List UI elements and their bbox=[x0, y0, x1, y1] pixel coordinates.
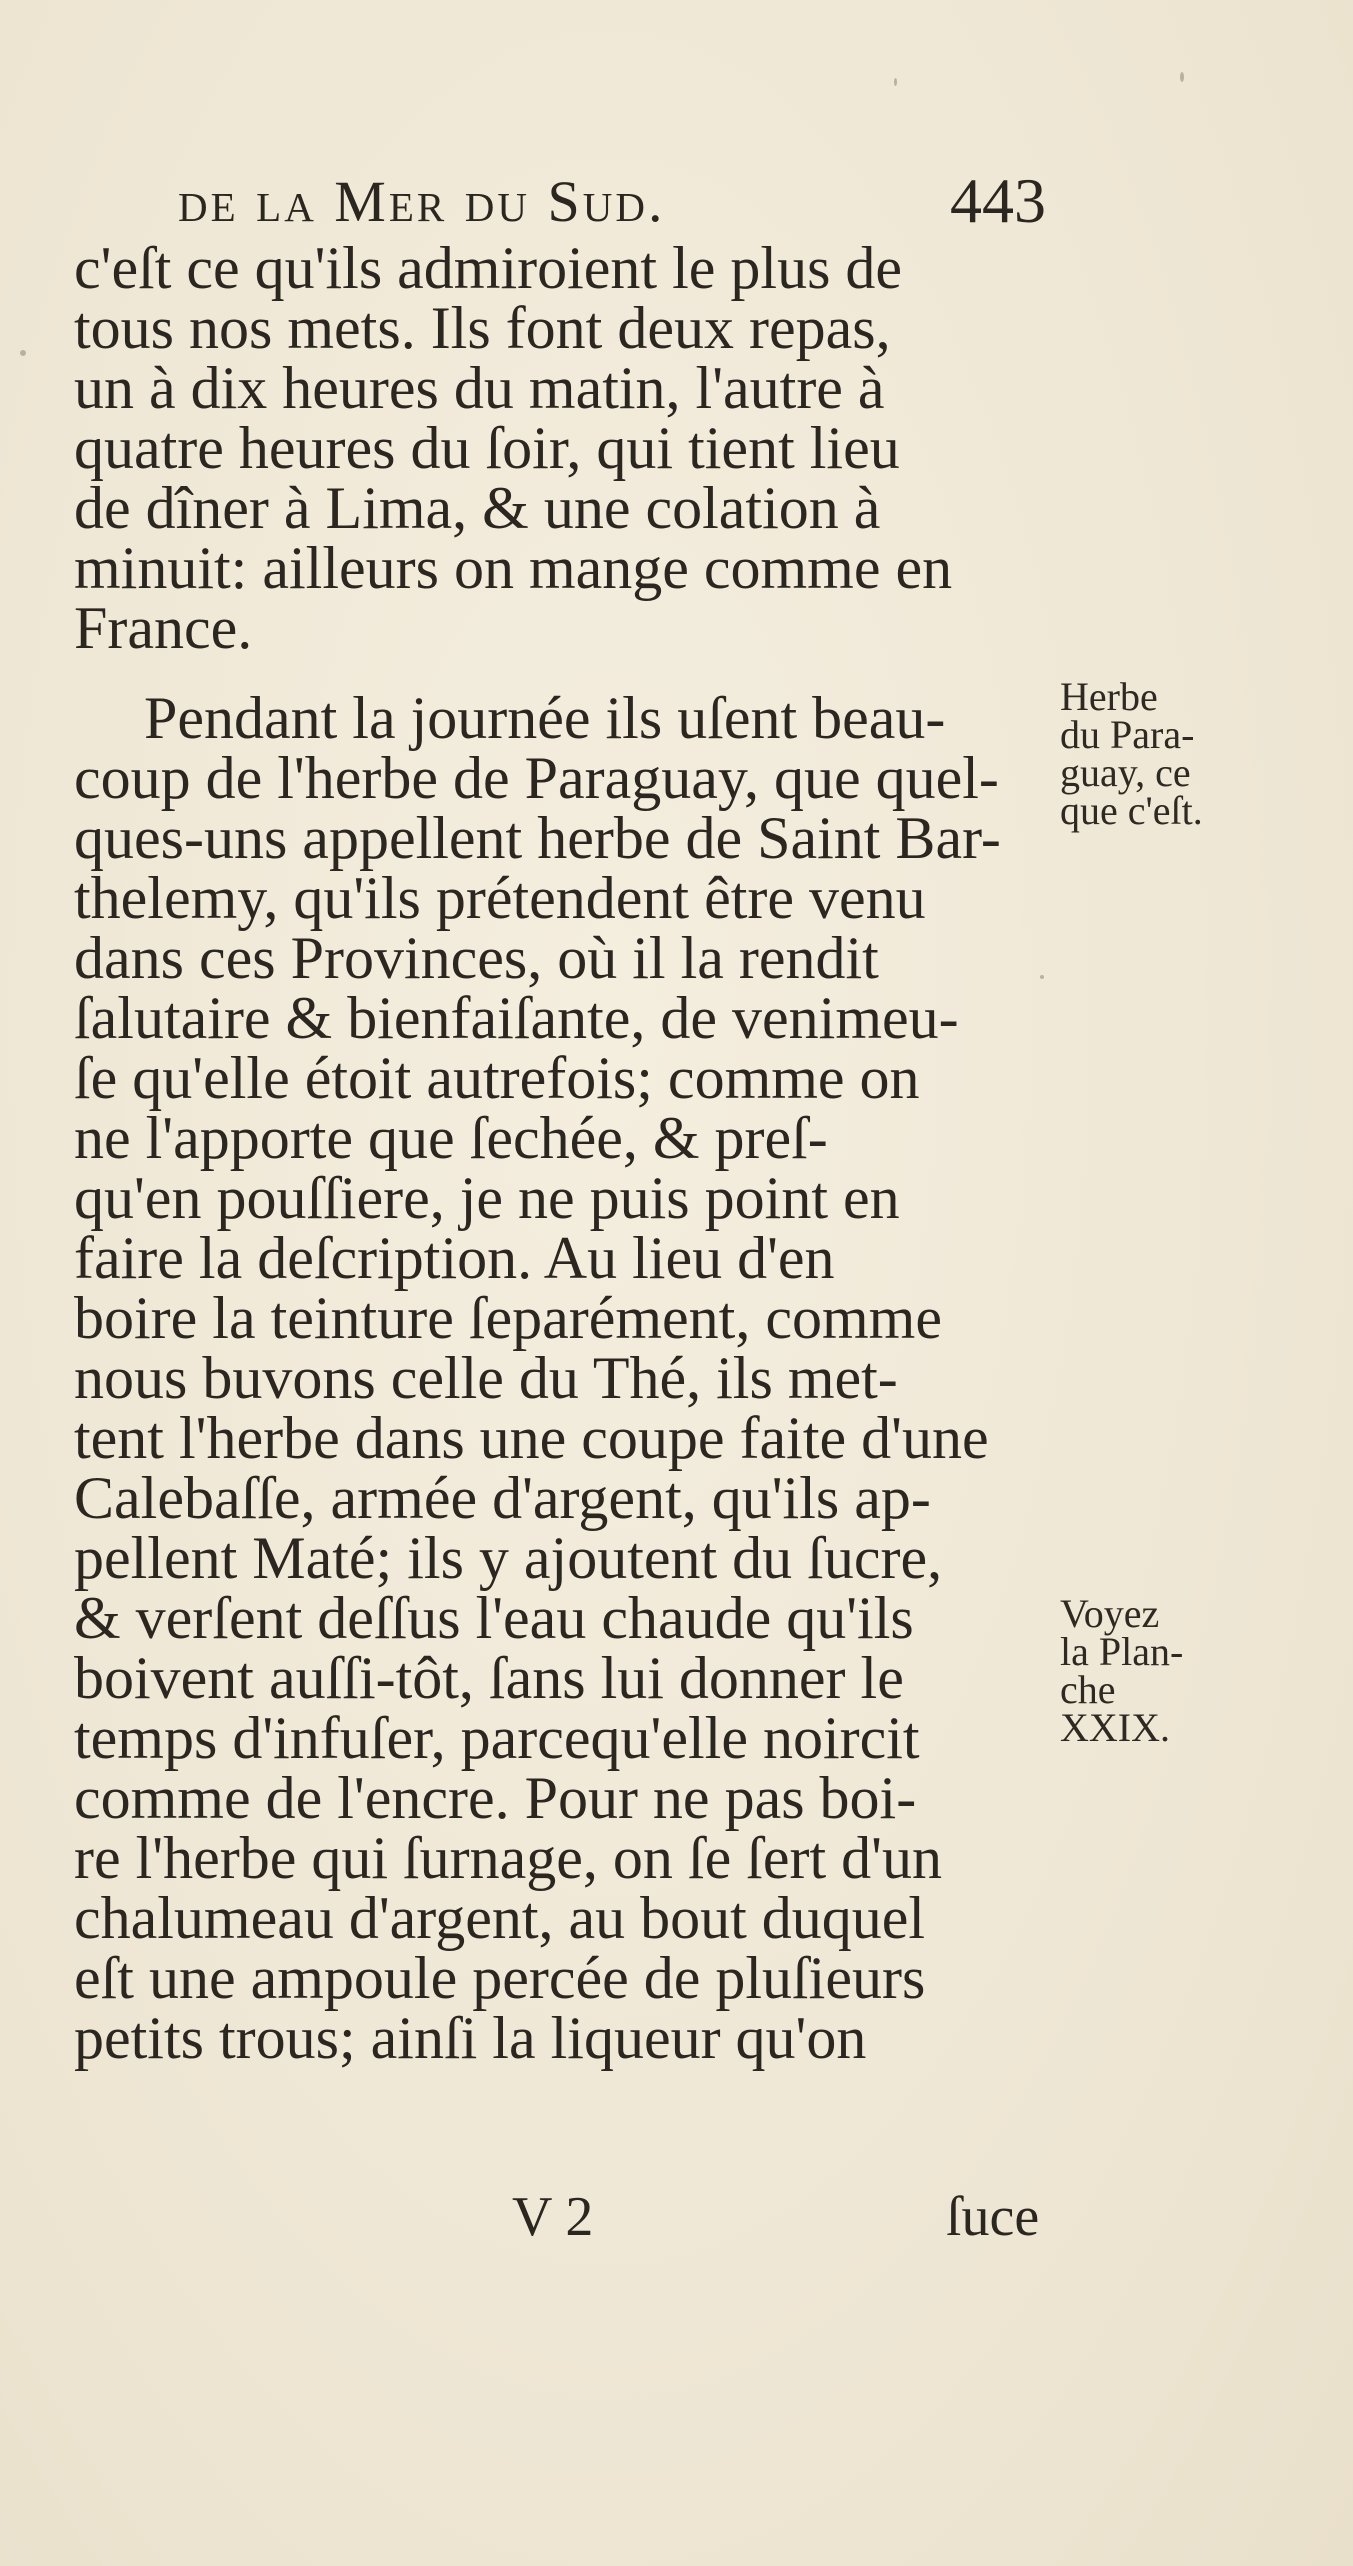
text-line: eſt une ampoule percée de pluſieurs bbox=[74, 1945, 926, 2011]
text-line: un à dix heures du matin, l'autre à bbox=[74, 355, 885, 421]
page-header bbox=[0, 160, 1353, 240]
paper-speck bbox=[1180, 72, 1184, 82]
paper-speck bbox=[20, 350, 26, 356]
text-line: de dîner à Lima, & une colation à bbox=[74, 475, 881, 541]
text-line: minuit: ailleurs on mange comme en bbox=[74, 535, 953, 601]
text-line: quatre heures du ſoir, qui tient lieu bbox=[74, 415, 900, 481]
text-line: France. bbox=[74, 595, 253, 661]
text-line: pellent Maté; ils y ajoutent du ſucre, bbox=[74, 1525, 943, 1591]
text-line: thelemy, qu'ils prétendent être venu bbox=[74, 865, 926, 931]
catchword: ſuce bbox=[946, 2186, 1040, 2248]
margin-note-line: che bbox=[1060, 1667, 1116, 1712]
signature-mark: V 2 bbox=[512, 2186, 594, 2248]
text-line: comme de l'encre. Pour ne pas boi- bbox=[74, 1765, 917, 1831]
margin-note-line: que c'eſt. bbox=[1060, 788, 1203, 833]
text-line: tous nos mets. Ils font deux repas, bbox=[74, 295, 891, 361]
text-line: ne l'apporte que ſechée, & preſ- bbox=[74, 1105, 828, 1171]
text-line: ſe qu'elle étoit autrefois; comme on bbox=[74, 1045, 920, 1111]
margin-note-line: guay, ce bbox=[1060, 750, 1191, 795]
paper-speck bbox=[1040, 975, 1044, 979]
running-title: de la Mer du Sud. bbox=[178, 169, 666, 234]
text-line: boivent auſſi-tôt, ſans lui donner le bbox=[74, 1645, 904, 1711]
text-line: re l'herbe qui ſurnage, on ſe ſert d'un bbox=[74, 1825, 942, 1891]
margin-note-planche bbox=[1060, 1591, 1184, 1750]
text-line: dans ces Provinces, où il la rendit bbox=[74, 925, 879, 991]
margin-note-line: XXIX. bbox=[1060, 1705, 1170, 1750]
margin-note-line: Voyez bbox=[1060, 1591, 1160, 1636]
margin-note-line: du Para- bbox=[1060, 712, 1195, 757]
text-line: coup de l'herbe de Paraguay, que quel- bbox=[74, 745, 999, 811]
page-footer bbox=[0, 2185, 1353, 2255]
text-line: boire la teinture ſeparément, comme bbox=[74, 1285, 942, 1351]
text-line: faire la deſcription. Au lieu d'en bbox=[74, 1225, 835, 1291]
text-line: ſalutaire & bienfaiſante, de venimeu- bbox=[74, 985, 959, 1051]
text-line: temps d'infuſer, parcequ'elle noircit bbox=[74, 1705, 920, 1771]
text-line: tent l'herbe dans une coupe faite d'une bbox=[74, 1405, 989, 1471]
text-line: c'eſt ce qu'ils admiroient le plus de bbox=[74, 235, 903, 301]
page-number: 443 bbox=[950, 165, 1046, 236]
text-line: ques-uns appellent herbe de Saint Bar- bbox=[74, 805, 1001, 871]
paper-speck bbox=[894, 78, 897, 86]
margin-note-line: Herbe bbox=[1060, 674, 1158, 719]
text-line: chalumeau d'argent, au bout duquel bbox=[74, 1885, 926, 1951]
text-line: & verſent deſſus l'eau chaude qu'ils bbox=[74, 1585, 914, 1651]
margin-note-herbe bbox=[1060, 674, 1203, 833]
text-line: Pendant la journée ils uſent beau- bbox=[144, 685, 946, 751]
text-line: petits trous; ainſi la liqueur qu'on bbox=[74, 2005, 867, 2071]
text-line: Calebaſſe, armée d'argent, qu'ils ap- bbox=[74, 1465, 931, 1531]
text-line: qu'en pouſſiere, je ne puis point en bbox=[74, 1165, 900, 1231]
text-line: nous buvons celle du Thé, ils met- bbox=[74, 1345, 898, 1411]
margin-note-line: la Plan- bbox=[1060, 1629, 1184, 1674]
